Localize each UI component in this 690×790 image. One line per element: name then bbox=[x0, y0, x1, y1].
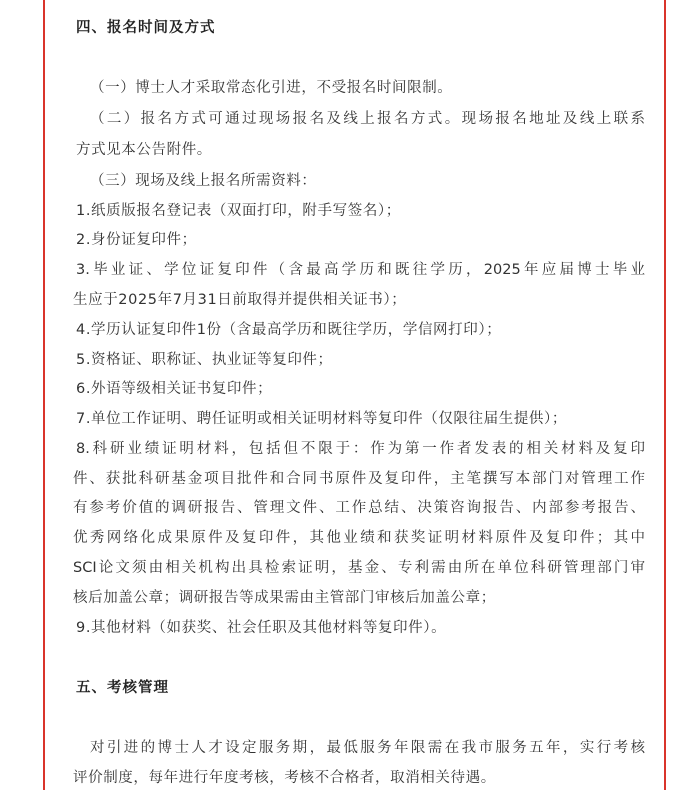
section-4-heading: 四、报名时间及方式 bbox=[76, 20, 216, 36]
left-border-line bbox=[43, 0, 45, 790]
list-item-9: 9.其他材料（如获奖、社会任职及其他材料等复印件）。 bbox=[76, 620, 447, 636]
paragraph-item-2-line-1: （二）报名方式可通过现场报名及线上报名方式。现场报名地址及线上联系 bbox=[90, 111, 645, 127]
list-item-8-line-6: 核后加盖公章；调研报告等成果需由主管部门审核后加盖公章； bbox=[73, 590, 496, 606]
right-border-line bbox=[664, 0, 666, 790]
list-item-8-line-2: 件、获批科研基金项目批件和合同书原件及复印件，主笔撰写本部门对管理工作 bbox=[73, 471, 645, 487]
list-item-8-line-4: 优秀网络化成果原件及复印件，其他业绩和获奖证明材料原件及复印件；其中 bbox=[73, 530, 645, 546]
paragraph-item-3: （三）现场及线上报名所需资料： bbox=[90, 173, 317, 189]
paragraph-item-2-line-2: 方式见本公告附件。 bbox=[76, 142, 212, 158]
list-item-3-line-2: 生应于2025年7月31日前取得并提供相关证书）； bbox=[73, 292, 407, 308]
list-item-2: 2.身份证复印件； bbox=[76, 232, 197, 248]
paragraph-item-1: （一）博士人才采取常态化引进，不受报名时间限制。 bbox=[90, 80, 453, 96]
list-item-6: 6.外语等级相关证书复印件； bbox=[76, 381, 273, 397]
list-item-3-line-1: 3.毕业证、学位证复印件（含最高学历和既往学历，2025年应届博士毕业 bbox=[76, 262, 645, 278]
list-item-8-line-1: 8.科研业绩证明材料，包括但不限于：作为第一作者发表的相关材料及复印 bbox=[76, 441, 645, 457]
list-item-5: 5.资格证、职称证、执业证等复印件； bbox=[76, 352, 333, 368]
section-5-paragraph-line-2: 评价制度，每年进行年度考核，考核不合格者，取消相关待遇。 bbox=[73, 770, 496, 786]
list-item-1: 1.纸质版报名登记表（双面打印，附手写签名）； bbox=[76, 203, 401, 219]
list-item-8-line-5: SCI论文须由相关机构出具检索证明，基金、专利需由所在单位科研管理部门审 bbox=[73, 560, 645, 576]
list-item-4: 4.学历认证复印件1份（含最高学历和既往学历，学信网打印）； bbox=[76, 322, 502, 338]
section-5-heading: 五、考核管理 bbox=[76, 680, 169, 696]
list-item-7: 7.单位工作证明、聘任证明或相关证明材料等复印件（仅限往届生提供）； bbox=[76, 411, 567, 427]
list-item-8-line-3: 有参考价值的调研报告、管理文件、工作总结、决策咨询报告、内部参考报告、 bbox=[73, 500, 645, 516]
section-5-paragraph-line-1: 对引进的博士人才设定服务期，最低服务年限需在我市服务五年，实行考核 bbox=[90, 740, 645, 756]
